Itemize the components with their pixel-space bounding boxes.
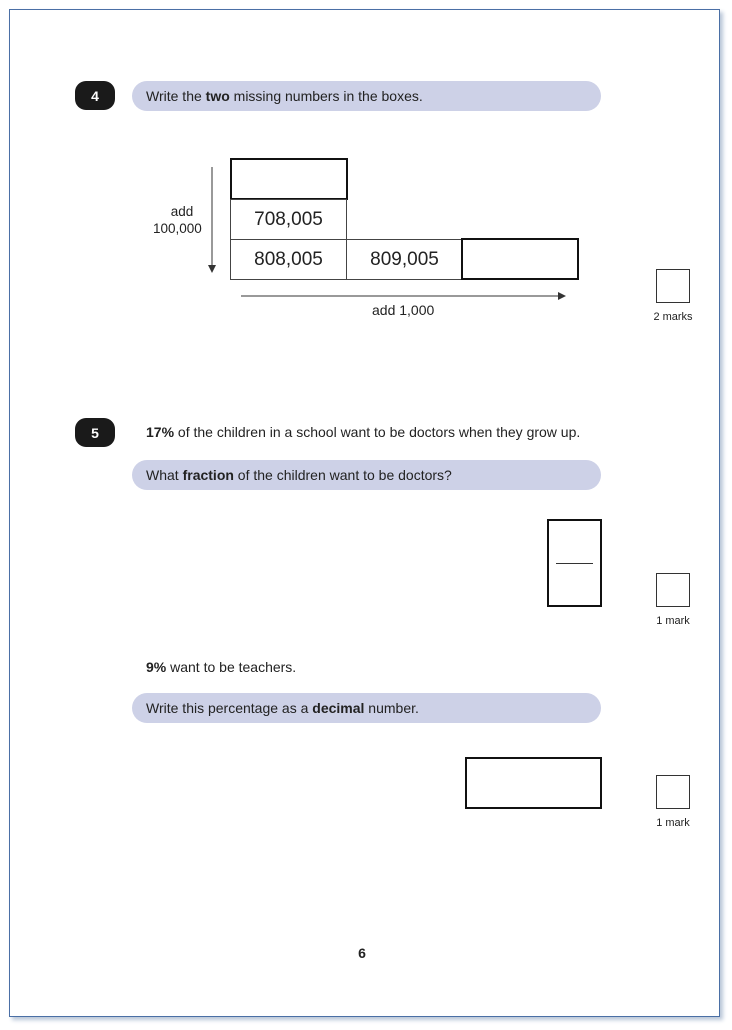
- q4-answer-box-right[interactable]: [461, 238, 579, 280]
- q5a-mark-label: 1 mark: [656, 615, 690, 627]
- q5b-mark-box: [656, 775, 690, 809]
- right-arrow-icon: [240, 290, 570, 302]
- q5-statement-2-bold: 9%: [146, 659, 167, 675]
- q5-question-post: of the children want to be doctors?: [233, 467, 452, 483]
- horizontal-label: add 1,000: [372, 302, 435, 318]
- q4-instruction-bold: two: [205, 88, 230, 104]
- vertical-label-amount: 100,000: [153, 221, 202, 236]
- q5-statement-2: [146, 659, 296, 675]
- q4-instruction-banner: [132, 81, 601, 111]
- q4-answer-box-top[interactable]: [230, 158, 348, 200]
- q5-question-2-post: number.: [364, 700, 419, 716]
- vertical-label-add: add: [170, 204, 194, 219]
- fraction-answer-box[interactable]: [547, 519, 602, 607]
- q5-statement-bold: 17%: [146, 424, 175, 440]
- decimal-answer-box[interactable]: [465, 757, 602, 809]
- q5-statement: [146, 424, 580, 440]
- cell-808005: 808,005: [230, 239, 347, 280]
- q5-question-bold: fraction: [182, 467, 234, 483]
- q5-question-2-bold: decimal: [312, 700, 365, 716]
- page-frame: [9, 9, 720, 1017]
- question-number-5: [75, 418, 115, 447]
- q4-instruction-post: missing numbers in the boxes.: [229, 88, 423, 104]
- cell-708005: 708,005: [230, 199, 347, 240]
- q5b-mark-label: 1 mark: [656, 817, 690, 829]
- q5a-mark-box: [656, 573, 690, 607]
- q4-mark-box: [656, 269, 690, 303]
- question-number-5-text: 5: [91, 424, 99, 441]
- cell-809005: 809,005: [346, 239, 463, 280]
- q4-marks-label: 2 marks: [653, 311, 693, 323]
- q4-instruction-pre: Write the: [146, 88, 206, 104]
- question-number-4-text: 4: [91, 87, 99, 104]
- page-number: 6: [358, 945, 366, 961]
- q5-question-pre: What: [146, 467, 183, 483]
- q5-question-2-banner: [132, 693, 601, 723]
- fraction-bar: [556, 563, 593, 564]
- question-number-4: [75, 81, 115, 110]
- q5-question-2-pre: Write this percentage as a: [146, 700, 313, 716]
- q5-question-banner: [132, 460, 601, 490]
- down-arrow-icon: [205, 165, 219, 275]
- q5-statement-rest: of the children in a school want to be doctors when they grow up.: [174, 424, 581, 440]
- q5-statement-2-rest: want to be teachers.: [166, 659, 297, 675]
